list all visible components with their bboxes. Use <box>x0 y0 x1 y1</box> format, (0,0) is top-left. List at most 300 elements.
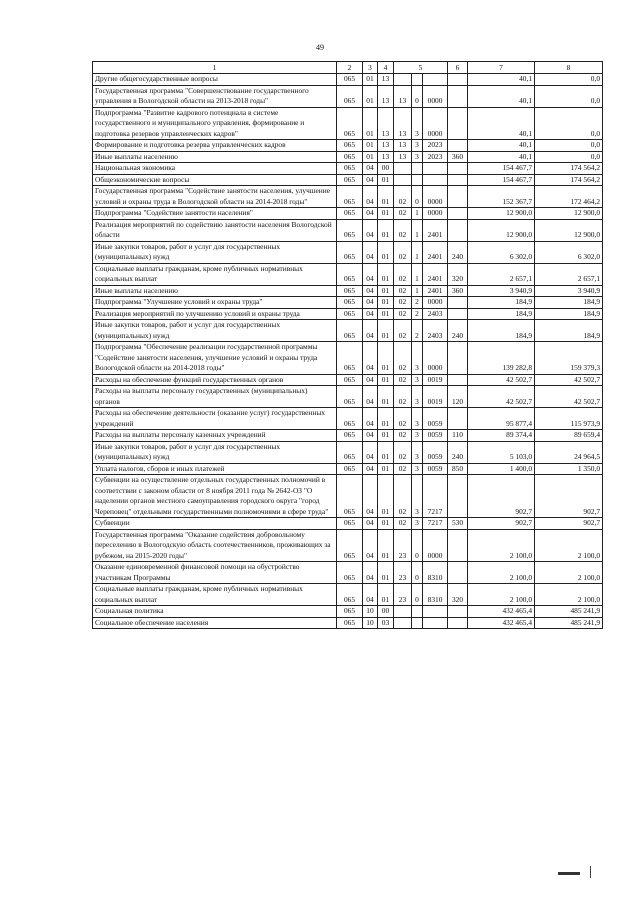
code-direction: 2401 <box>423 241 448 263</box>
code-subprogram <box>412 163 423 175</box>
code-section: 04 <box>363 475 378 518</box>
amount-year-2: 485 241,9 <box>535 617 603 629</box>
code-expense-type <box>448 208 468 220</box>
amount-year-2: 12 900,0 <box>535 208 603 220</box>
table-row <box>93 174 603 186</box>
code-admin: 065 <box>337 584 363 606</box>
amount-year-2: 24 964,5 <box>535 441 603 463</box>
table-body <box>93 74 603 629</box>
code-section: 04 <box>363 174 378 186</box>
code-direction: 2023 <box>423 140 448 152</box>
code-section: 01 <box>363 140 378 152</box>
code-subprogram <box>412 174 423 186</box>
row-name: Реализация мероприятий по содействию занятости населения Вологодской области <box>93 219 337 241</box>
code-subprogram: 0 <box>412 584 423 606</box>
code-expense-type <box>448 140 468 152</box>
row-name: Реализация мероприятий по улучшению условий и охраны труда <box>93 308 337 320</box>
code-section: 04 <box>363 320 378 342</box>
code-direction: 7217 <box>423 475 448 518</box>
code-section: 04 <box>363 342 378 375</box>
amount-year-2: 172 464,2 <box>535 186 603 208</box>
code-program: 13 <box>394 85 412 107</box>
table-row <box>93 320 603 342</box>
amount-year-1: 42 502,7 <box>468 386 535 408</box>
code-subsection: 13 <box>378 140 394 152</box>
amount-year-2: 902,7 <box>535 518 603 530</box>
row-name: Формирование и подготовка резерва управленческих кадров <box>93 140 337 152</box>
code-subprogram <box>412 617 423 629</box>
code-section: 04 <box>363 263 378 285</box>
table-row <box>93 74 603 86</box>
table-row <box>93 297 603 309</box>
code-program: 02 <box>394 518 412 530</box>
code-subprogram <box>412 74 423 86</box>
row-name: Иные закупки товаров, работ и услуг для государственных (муниципальных) нужд <box>93 241 337 263</box>
code-subprogram: 3 <box>412 107 423 140</box>
code-subprogram: 1 <box>412 219 423 241</box>
row-name: Подпрограмма "Содействие занятости населения" <box>93 208 337 220</box>
row-name: Уплата налогов, сборов и иных платежей <box>93 463 337 475</box>
code-expense-type <box>448 475 468 518</box>
code-expense-type: 240 <box>448 320 468 342</box>
amount-year-1: 40,1 <box>468 140 535 152</box>
amount-year-1: 152 367,7 <box>468 186 535 208</box>
col-header: 6 <box>448 62 468 74</box>
code-program: 02 <box>394 297 412 309</box>
amount-year-2: 3 940,9 <box>535 285 603 297</box>
code-subsection: 01 <box>378 342 394 375</box>
header-row <box>93 62 603 74</box>
code-subsection: 03 <box>378 617 394 629</box>
code-admin: 065 <box>337 518 363 530</box>
row-name: Иные закупки товаров, работ и услуг для государственных (муниципальных) нужд <box>93 441 337 463</box>
code-program: 02 <box>394 430 412 442</box>
code-program: 02 <box>394 208 412 220</box>
amount-year-2: 485 241,9 <box>535 606 603 618</box>
code-admin: 065 <box>337 606 363 618</box>
code-program: 02 <box>394 386 412 408</box>
code-subprogram: 3 <box>412 518 423 530</box>
code-direction: 2401 <box>423 263 448 285</box>
code-admin: 065 <box>337 107 363 140</box>
code-program: 02 <box>394 219 412 241</box>
code-subsection: 00 <box>378 163 394 175</box>
code-subsection: 01 <box>378 562 394 584</box>
amount-year-1: 902,7 <box>468 518 535 530</box>
code-expense-type <box>448 174 468 186</box>
code-direction: 0059 <box>423 441 448 463</box>
row-name: Субвенции <box>93 518 337 530</box>
code-subsection: 01 <box>378 529 394 562</box>
code-expense-type: 120 <box>448 386 468 408</box>
code-subsection: 13 <box>378 107 394 140</box>
code-subsection: 01 <box>378 208 394 220</box>
code-direction: 0019 <box>423 386 448 408</box>
table-row <box>93 518 603 530</box>
code-program: 02 <box>394 186 412 208</box>
row-name: Иные выплаты населению <box>93 285 337 297</box>
code-admin: 065 <box>337 151 363 163</box>
row-name: Государственная программа "Содействие занятости населения, улучшение условий и охраны труда в Вологодской области на 2014-2018 годы" <box>93 186 337 208</box>
amount-year-2: 159 379,3 <box>535 342 603 375</box>
scan-mark <box>558 872 580 875</box>
code-admin: 065 <box>337 562 363 584</box>
code-admin: 065 <box>337 617 363 629</box>
code-expense-type <box>448 408 468 430</box>
code-subsection: 01 <box>378 241 394 263</box>
code-admin: 065 <box>337 140 363 152</box>
code-subprogram: 1 <box>412 263 423 285</box>
code-section: 10 <box>363 617 378 629</box>
code-admin: 065 <box>337 386 363 408</box>
code-program: 02 <box>394 463 412 475</box>
code-direction: 2401 <box>423 285 448 297</box>
amount-year-1: 139 282,8 <box>468 342 535 375</box>
code-subprogram: 3 <box>412 463 423 475</box>
table-row <box>93 374 603 386</box>
amount-year-2: 2 657,1 <box>535 263 603 285</box>
code-expense-type <box>448 163 468 175</box>
code-section: 04 <box>363 219 378 241</box>
code-admin: 065 <box>337 320 363 342</box>
amount-year-2: 42 502,7 <box>535 386 603 408</box>
code-subprogram: 3 <box>412 441 423 463</box>
code-direction: 2403 <box>423 308 448 320</box>
page-number: 49 <box>316 43 324 52</box>
code-direction: 0000 <box>423 529 448 562</box>
code-subprogram: 1 <box>412 241 423 263</box>
code-section: 04 <box>363 408 378 430</box>
code-section: 04 <box>363 374 378 386</box>
code-section: 04 <box>363 441 378 463</box>
code-program: 02 <box>394 475 412 518</box>
code-direction: 2023 <box>423 151 448 163</box>
amount-year-1: 184,9 <box>468 320 535 342</box>
row-name: Расходы на выплаты персоналу государственных (муниципальных) органов <box>93 386 337 408</box>
code-section: 04 <box>363 386 378 408</box>
amount-year-1: 12 900,0 <box>468 208 535 220</box>
code-expense-type <box>448 342 468 375</box>
code-direction: 0059 <box>423 430 448 442</box>
amount-year-1: 2 657,1 <box>468 263 535 285</box>
amount-year-2: 89 659,4 <box>535 430 603 442</box>
amount-year-2: 1 350,0 <box>535 463 603 475</box>
code-admin: 065 <box>337 430 363 442</box>
code-admin: 065 <box>337 163 363 175</box>
code-admin: 065 <box>337 374 363 386</box>
amount-year-1: 5 103,0 <box>468 441 535 463</box>
code-subsection: 01 <box>378 518 394 530</box>
col-header: 5 <box>394 62 448 74</box>
amount-year-1: 432 465,4 <box>468 606 535 618</box>
amount-year-1: 40,1 <box>468 107 535 140</box>
code-direction: 7217 <box>423 518 448 530</box>
amount-year-1: 40,1 <box>468 74 535 86</box>
code-subprogram: 3 <box>412 151 423 163</box>
code-program: 02 <box>394 408 412 430</box>
code-section: 04 <box>363 241 378 263</box>
code-section: 01 <box>363 85 378 107</box>
amount-year-2: 12 900,0 <box>535 219 603 241</box>
code-subprogram: 1 <box>412 285 423 297</box>
code-admin: 065 <box>337 342 363 375</box>
code-direction <box>423 163 448 175</box>
code-section: 04 <box>363 297 378 309</box>
code-section: 04 <box>363 463 378 475</box>
amount-year-1: 40,1 <box>468 85 535 107</box>
code-subsection: 01 <box>378 463 394 475</box>
code-subsection: 01 <box>378 186 394 208</box>
code-section: 04 <box>363 308 378 320</box>
code-section: 04 <box>363 285 378 297</box>
code-program: 02 <box>394 342 412 375</box>
code-direction: 8310 <box>423 584 448 606</box>
amount-year-2: 2 100,0 <box>535 529 603 562</box>
code-expense-type: 320 <box>448 584 468 606</box>
code-subsection: 13 <box>378 74 394 86</box>
code-direction: 0059 <box>423 463 448 475</box>
code-section: 01 <box>363 151 378 163</box>
amount-year-2: 2 100,0 <box>535 584 603 606</box>
row-name: Социальные выплаты гражданам, кроме публичных нормативных социальных выплат <box>93 263 337 285</box>
amount-year-1: 432 465,4 <box>468 617 535 629</box>
table-row <box>93 408 603 430</box>
amount-year-2: 184,9 <box>535 320 603 342</box>
table-row <box>93 386 603 408</box>
code-direction: 0000 <box>423 208 448 220</box>
code-subsection: 13 <box>378 151 394 163</box>
scan-tick <box>590 866 591 878</box>
code-section: 01 <box>363 74 378 86</box>
code-program <box>394 606 412 618</box>
row-name: Субвенции на осуществление отдельных государственных полномочий в соответствии с законом области от 8 ноября 2011 года № 2642-ОЗ "О наделении органов местного самоуправления городского округа "город Череповец" отдельными государственными полномочиями в сфере труда" <box>93 475 337 518</box>
table-row <box>93 441 603 463</box>
amount-year-2: 6 302,0 <box>535 241 603 263</box>
code-subsection: 01 <box>378 441 394 463</box>
code-expense-type: 320 <box>448 263 468 285</box>
col-header: 7 <box>468 62 535 74</box>
amount-year-2: 0,0 <box>535 140 603 152</box>
code-program: 02 <box>394 374 412 386</box>
code-direction: 8310 <box>423 562 448 584</box>
table-row <box>93 208 603 220</box>
code-admin: 065 <box>337 285 363 297</box>
amount-year-2: 2 100,0 <box>535 562 603 584</box>
code-expense-type <box>448 85 468 107</box>
code-subsection: 01 <box>378 308 394 320</box>
table-row <box>93 430 603 442</box>
row-name: Государственная программа "Совершенствование государственного управления в Вологодской области на 2013-2018 годы" <box>93 85 337 107</box>
col-header: 2 <box>337 62 363 74</box>
code-expense-type: 530 <box>448 518 468 530</box>
code-admin: 065 <box>337 174 363 186</box>
code-program <box>394 617 412 629</box>
code-subprogram: 0 <box>412 529 423 562</box>
code-subprogram: 0 <box>412 562 423 584</box>
code-program: 02 <box>394 320 412 342</box>
code-expense-type <box>448 617 468 629</box>
row-name: Иные закупки товаров, работ и услуг для государственных (муниципальных) нужд <box>93 320 337 342</box>
row-name: Расходы на обеспечение деятельности (оказание услуг) государственных учреждений <box>93 408 337 430</box>
code-expense-type <box>448 186 468 208</box>
code-subsection: 01 <box>378 219 394 241</box>
code-direction: 0019 <box>423 374 448 386</box>
code-expense-type <box>448 308 468 320</box>
code-subprogram: 3 <box>412 140 423 152</box>
amount-year-1: 154 467,7 <box>468 163 535 175</box>
code-subprogram: 0 <box>412 186 423 208</box>
code-expense-type: 360 <box>448 151 468 163</box>
code-expense-type <box>448 74 468 86</box>
code-admin: 065 <box>337 463 363 475</box>
code-subprogram: 3 <box>412 342 423 375</box>
col-header: 1 <box>93 62 337 74</box>
code-admin: 065 <box>337 408 363 430</box>
amount-year-2: 902,7 <box>535 475 603 518</box>
code-subsection: 01 <box>378 584 394 606</box>
code-subsection: 01 <box>378 297 394 309</box>
code-direction: 0000 <box>423 186 448 208</box>
row-name: Социальное обеспечение населения <box>93 617 337 629</box>
code-section: 04 <box>363 529 378 562</box>
code-subsection: 01 <box>378 475 394 518</box>
code-section: 04 <box>363 518 378 530</box>
code-program: 13 <box>394 107 412 140</box>
code-admin: 065 <box>337 475 363 518</box>
code-program: 02 <box>394 441 412 463</box>
code-subprogram: 2 <box>412 308 423 320</box>
budget-table <box>92 61 603 629</box>
table-row <box>93 85 603 107</box>
table-row <box>93 241 603 263</box>
code-expense-type: 240 <box>448 241 468 263</box>
amount-year-2: 42 502,7 <box>535 374 603 386</box>
table-row <box>93 151 603 163</box>
code-program <box>394 74 412 86</box>
code-subprogram: 3 <box>412 430 423 442</box>
code-direction: 0000 <box>423 297 448 309</box>
code-admin: 065 <box>337 219 363 241</box>
row-name: Подпрограмма "Обеспечение реализации государственной программы "Содействие занятости населения, улучшение условий и охраны труда Вологодской области на 2014-2018 годы" <box>93 342 337 375</box>
row-name: Расходы на выплаты персоналу казенных учреждений <box>93 430 337 442</box>
table-row <box>93 186 603 208</box>
amount-year-1: 184,9 <box>468 308 535 320</box>
code-admin: 065 <box>337 297 363 309</box>
code-program: 23 <box>394 529 412 562</box>
code-subprogram: 3 <box>412 408 423 430</box>
code-subprogram: 3 <box>412 475 423 518</box>
amount-year-1: 2 100,0 <box>468 584 535 606</box>
table-row <box>93 584 603 606</box>
table-row <box>93 308 603 320</box>
code-direction <box>423 606 448 618</box>
code-program: 13 <box>394 151 412 163</box>
code-program: 02 <box>394 263 412 285</box>
code-admin: 065 <box>337 186 363 208</box>
amount-year-1: 184,9 <box>468 297 535 309</box>
code-subsection: 01 <box>378 285 394 297</box>
col-header: 4 <box>378 62 394 74</box>
code-subsection: 01 <box>378 174 394 186</box>
code-program: 02 <box>394 285 412 297</box>
code-admin: 065 <box>337 308 363 320</box>
code-expense-type: 240 <box>448 441 468 463</box>
table-row <box>93 219 603 241</box>
amount-year-1: 12 900,0 <box>468 219 535 241</box>
code-subprogram: 3 <box>412 386 423 408</box>
col-header: 3 <box>363 62 378 74</box>
code-direction: 0000 <box>423 107 448 140</box>
code-expense-type <box>448 529 468 562</box>
code-program: 23 <box>394 562 412 584</box>
code-subsection: 01 <box>378 374 394 386</box>
code-subprogram: 1 <box>412 208 423 220</box>
table-row <box>93 529 603 562</box>
amount-year-1: 6 302,0 <box>468 241 535 263</box>
table-row <box>93 163 603 175</box>
code-direction: 0000 <box>423 85 448 107</box>
row-name: Оказание единовременной финансовой помощи на обустройство участникам Программы <box>93 562 337 584</box>
code-subsection: 01 <box>378 386 394 408</box>
amount-year-2: 115 973,9 <box>535 408 603 430</box>
row-name: Иные выплаты населению <box>93 151 337 163</box>
code-expense-type <box>448 606 468 618</box>
amount-year-1: 2 100,0 <box>468 562 535 584</box>
col-header: 8 <box>535 62 603 74</box>
amount-year-2: 0,0 <box>535 151 603 163</box>
row-name: Государственная программа "Оказание содействия добровольному переселению в Вологодскую область соотечественников, проживающих за рубежом, на 2015-2020 годы" <box>93 529 337 562</box>
amount-year-1: 40,1 <box>468 151 535 163</box>
code-subprogram <box>412 606 423 618</box>
code-section: 10 <box>363 606 378 618</box>
code-subprogram: 3 <box>412 374 423 386</box>
code-section: 04 <box>363 163 378 175</box>
code-expense-type <box>448 562 468 584</box>
code-program: 02 <box>394 241 412 263</box>
amount-year-2: 174 564,2 <box>535 174 603 186</box>
code-subprogram: 2 <box>412 297 423 309</box>
table-row <box>93 475 603 518</box>
code-admin: 065 <box>337 241 363 263</box>
row-name: Подпрограмма "Развитие кадрового потенциала в системе государственного и муниципального управления, формирование и подготовка резервов управленческих кадров" <box>93 107 337 140</box>
table-row <box>93 562 603 584</box>
code-direction: 0059 <box>423 408 448 430</box>
code-section: 04 <box>363 584 378 606</box>
amount-year-1: 1 400,0 <box>468 463 535 475</box>
code-expense-type <box>448 297 468 309</box>
code-subsection: 01 <box>378 263 394 285</box>
code-admin: 065 <box>337 74 363 86</box>
code-direction <box>423 617 448 629</box>
code-admin: 065 <box>337 263 363 285</box>
amount-year-1: 902,7 <box>468 475 535 518</box>
amount-year-1: 42 502,7 <box>468 374 535 386</box>
amount-year-2: 184,9 <box>535 297 603 309</box>
amount-year-2: 0,0 <box>535 85 603 107</box>
table-row <box>93 107 603 140</box>
code-expense-type: 850 <box>448 463 468 475</box>
row-name: Национальная экономика <box>93 163 337 175</box>
table-row <box>93 617 603 629</box>
code-section: 04 <box>363 208 378 220</box>
table-row <box>93 606 603 618</box>
code-subsection: 13 <box>378 85 394 107</box>
code-section: 04 <box>363 186 378 208</box>
table-row <box>93 140 603 152</box>
code-direction: 0000 <box>423 342 448 375</box>
row-name: Расходы на обеспечение функций государственных органов <box>93 374 337 386</box>
code-subsection: 01 <box>378 430 394 442</box>
